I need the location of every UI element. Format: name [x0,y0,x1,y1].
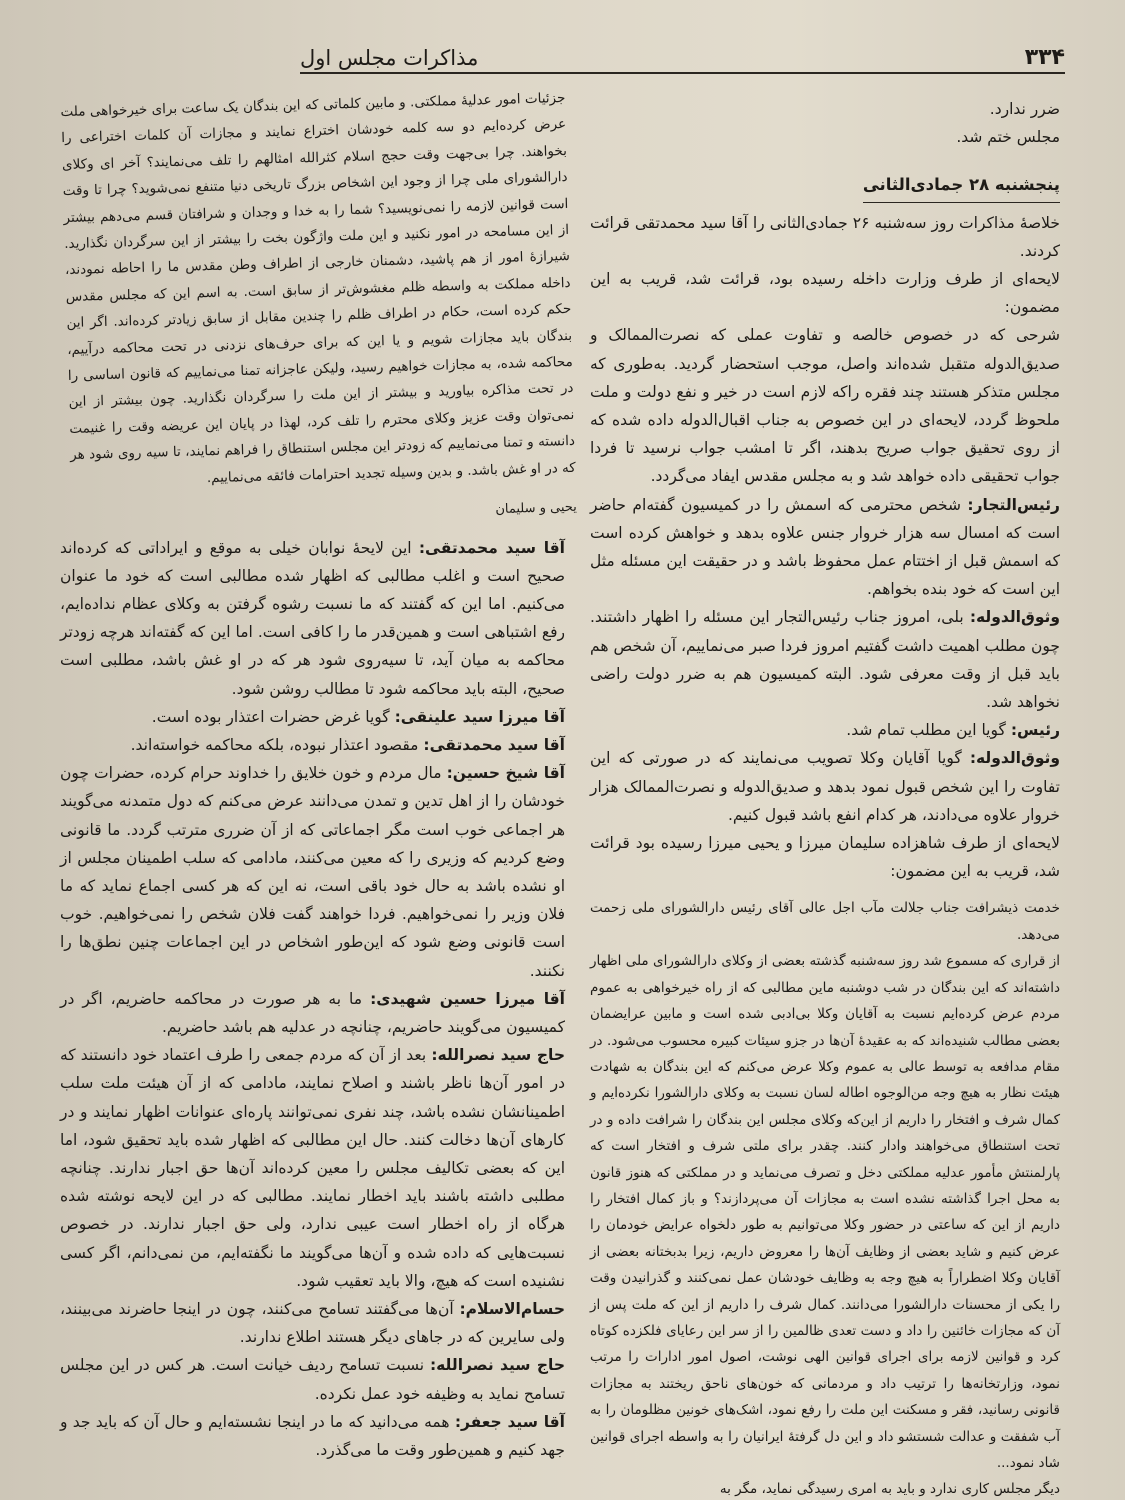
speaker-name: رئیس‌التجار: [967,495,1060,514]
page-header [300,38,1065,74]
speech [60,1041,565,1295]
speech-text: همه می‌دانید که ما در اینجا نشسته‌ایم و حال آن که باید جد و جهد کنیم و همین‌طور وقت ما می‌گذرد. [60,1412,565,1459]
paragraph: لایحه‌ای از طرف وزارت داخله رسیده بود، قرائت شد، قریب به این مضمون: [590,270,1060,317]
speech [60,759,565,985]
right-column [590,95,1060,1500]
speaker-name: حاج سید نصرالله: [431,1046,565,1065]
letter-signature: یحیی و سلیمان [495,499,578,518]
speech-text: گویا این مطلب تمام شد. [846,721,1006,740]
speech-text: مال مردم و خون خلایق را خداوند حرام کرده، حضرات چون خودشان را از اهل تدین و تمدن می‌دانند عرض می‌کنم که دول متمدنه می‌گویند هر اجماعی خوب است مگر اجماعاتی که از آن ضرری مترتب گردد. ما قانونی وضع کردیم که وزیری را که معین می‌کنند، مادامی که سلب اطمینان مجلس از او نشده باشد به حال خود باقی است، نه این که هر کسی اجماع نماید که ما فلان وزیر را نمی‌خواهیم. فردا خواهند گفت فلان شخص را نمی‌خواهیم. خوب است قانونی وضع شود که این‌طور اشخاص در این اجماعات چنین نطق‌ها را نکنند. [60,764,565,980]
petition-intro: لایحه‌ای از طرف شاهزاده سلیمان میرزا و یحیی میرزا رسیده بود قرائت شد، قریب به این مضمون: [590,834,1060,881]
speaker-name: آقا میرزا سید علینقی: [394,707,565,726]
speech-text: نسبت تسامح ردیف خیانت است. هر کس در این مجلس تسامح نماید به وظیفه خود عمل نکرده. [60,1356,565,1403]
petition-letter [590,895,1060,1500]
speech-text: گویا آقایان وکلا تصویب می‌نمایند که در صورتی که این تفاوت را این شخص قبول نمود بدهد و صدیق‌الدوله و نصرت‌الممالک هزار خروار علاوه می‌دادند، هر کدام انفع باشد قبول کنیم. [590,749,1060,824]
speaker-name: رئیس: [1010,721,1060,740]
speech [60,1351,565,1407]
speaker-name: وثوق‌الدوله: [969,608,1060,627]
speech-text: شخص محترمی که اسمش را در کمیسیون گفته‌ام حاضر است که امسال سه هزار خروار جنس علاوه بدهد و خواهش کرده است که اسمش قبل از اختتام عمل محفوظ باشد و در حقیقت این مسئله مثل این است که خود بنده بخواهم. [590,495,1060,599]
opening-line: مجلس ختم شد. [956,128,1060,147]
letter-paragraph: دیگر مجلس کاری ندارد و باید به امری رسیدگی نماید، مگر به [719,1481,1060,1498]
speaker-name: آقا سید محمدتقی: [423,735,565,754]
speaker-name: آقا سید جعفر: [454,1412,565,1431]
speaker-name: آقا میرزا حسین شهیدی: [370,989,565,1008]
running-title: مذاکرات مجلس اول [300,46,479,70]
speech-text: ما به هر صورت در محاکمه حاضریم، اگر در کمیسیون می‌گویند حاضریم، چنانچه در عدلیه هم باشد حاضریم. [60,989,565,1036]
speaker-name: وثوق‌الدوله: [969,749,1060,768]
speech [60,985,565,1041]
speech [590,744,1060,829]
speech [60,731,565,759]
letter-paragraph: از قراری که مسموع شد روز سه‌شنبه گذشته بعضی از وکلای دارالشورای ملی اظهار داشته‌اند که این بندگان در شب دوشنبه ماین مطالبی که از راه خیرخواهی به عموم مردم عرض کرده‌ایم نسبت به آقایان وکلا بی‌ادبی شده است و مابین عرایضمان بعضی مطالب شنیده‌اند که به عقیدهٔ آن‌ها در جزو سیئات کبیره محسوب می‌شود. در مقام مدافعه به توسط عالی به عموم وکلا عرض می‌کنم که این بندگان به شهادت هیئت نظار به هیچ وجه من‌الوجوه اطاله لسان نسبت به وکلای دارالشورا نکرده‌ایم و کمال شرف و افتخار را داریم از این‌که وکلای مجلس این بندگان را شرافت داده و در تحت استنطاق می‌خواهند وادار کنند. چقدر برای ملتی شرف و افتخار است که پارلمنتش مأمور عدلیه مملکتی دخل و تصرف می‌نماید و در مملکتی که هنوز قانون به محل اجرا گذاشته نشده است به مجازات آن می‌پردازند؟ و باز کمال افتخار را داریم از این که ساعتی در حضور وکلا می‌توانیم به طور دلخواه عرایض خودمان را عرض کنیم و شاید بعضی از وظایف آن‌ها را معروض داریم، زیرا بدبختانه بعضی از آقایان وکلا اضطراراً به هیچ وجه به وظایف خودشان عمل نمی‌کنند و گذرانیدن وقت را یکی از محسنات دارالشورا می‌دانند. کمال شرف را داریم از این که ملت پس از آن که مجازات خائنین را داد و دست تعدی ظالمین را از سر این رعایای فلکزده کوتاه کرد و قوانین لازمه برای اجرای قوانین الهی نوشت، اصول امور ادارات را مرتب نمود، وزارتخانه‌ها را ترتیب داد و مردمانی که خون‌های ناحق ریختند به مجازات قانونی رسانید، فقر و مسکنت این ملت را رفع نمود، اشک‌های خونین مظلومان را به آب شفقت و عدالت شستشو داد و این دل گرفتهٔ ایرانیان را به واسطه اجرای قوانین شاد نمود... [590,953,1060,1472]
left-column [60,85,578,1464]
petition-letter-continuation [60,85,577,535]
speech-text: بلی، امروز جناب رئیس‌التجار این مسئله را اظهار داشتند. چون مطلب اهمیت داشت گفتیم امروز فردا صبر می‌نماییم، آن شخص هم باید قبل از وقت معرفی شود. البته کمیسیون هم به ضرر دولت راضی نخواهد شد. [590,608,1060,712]
letter-paragraph: خدمت ذیشرافت جناب جلالت مآب اجل عالی آقای رئیس دارالشورای ملی زحمت می‌دهد. [590,900,1060,943]
paragraph: شرحی که در خصوص خالصه و تفاوت عملی که نصرت‌الممالک و صدیق‌الدوله متقبل شده‌اند واصل، موجب استحضار گردید. به‌طوری که مجلس متذکر هستند چند فقره راکه لازم است در خیر و نفع دولت و ملت ملحوظ گردد، لایحه‌ای در این خصوص به جناب اقبال‌الدوله داده شده که از روی تحقیق جواب صریح بدهند، اگر تا امشب جواب نرسید تا فردا جواب تحقیقی داده خواهد شد و به مجلس مقدس ایفاد می‌گردد. [590,326,1060,486]
speech [590,603,1060,716]
speaker-name: آقا سید محمدتقی: [418,538,565,557]
speech [60,703,565,731]
letter-paragraph: جزئیات امور عدلیهٔ مملکتی. و مابین کلماتی که این بندگان یک ساعت برای خیرخواهی ملت عرض کرده‌ایم دو سه کلمه خودشان اختراع نمایند و مجازات آن کلمات اختراعی را بخواهند. چرا بی‌جهت وقت حجج اسلام کثرالله امثالهم را تلف می‌نمایند؟ آخر ای وکلای دارالشورای ملی چرا از وجود این اشخاص بزرگ تاریخی دنیا متنفع نمی‌شوید؟ چرا تا وقت است قوانین لازمه را نمی‌نویسید؟ شما را به خدا و وجدان و شرافتان قسم می‌دهم بیشتر از این مسامحه در امور نکنید و این ملت واژگون بخت را بیشتر از این سرگردان نگذارید. شیرازهٔ امور از هم پاشید، دشمنان خارجی از اطراف وطن مقدس ما را احاطه نمودند، داخله مملکت به واسطه ظلم مغشوش‌تر از سابق است. به اسم این که مجلس مقدس حکم کرده است، حکام در اطراف ظلم را چندین مقابل از سابق زیادتر کرده‌اند. اگر این بندگان باید مجازات شویم و یا این که برای حرف‌های نزدنی در تحت محاکمه درآییم، محاکمه شده، به مجازات خواهیم رسید، ولیکن عاجزانه تمنا می‌نماییم که قانون اساسی را در تحت مذاکره بیاورید و بیشتر از این ملت را سرگردان نگذارید. چون بیشتر از این نمی‌توان وقت عزیز وکلای محترم را تلف کرد، لهذا در پایان این عریضه وقت را غنیمت دانسته و تمنا می‌نماییم که زودتر این مجلس استنطاق را فراهم نمایند، تا سیه روی شود هر که در او غش باشد. و بدین وسیله تجدید احترامات فائقه می‌نماییم. [60,89,576,486]
speech [60,1295,565,1351]
speech-text: این لایحهٔ نوابان خیلی به موقع و ایراداتی که کرده‌اند صحیح است و اغلب مطالبی که اظهار شده مطالبی است که خود ما عنوان می‌کنیم. اما این که گفتند که ما نسبت رشوه گرفتن به وکلای عظام نداده‌ایم، رفع اشتباهی است و همین‌قدر ما را کافی است. اما این که گفته‌اند هرچه زودتر محاکمه به میان آید، تا سیه‌روی شود هر که در او غش باشد، مطلبی است صحیح، البته باید محاکمه شود تا مطالب روشن شود. [60,538,565,698]
speaker-name: حاج سید نصرالله: [429,1356,565,1375]
speech-text: آن‌ها می‌گفتند تسامح می‌کنند، چون در اینجا حاضرند می‌بینند، ولی سایرین که در جاهای دیگر هستند اطلاع ندارند. [60,1299,565,1347]
opening-line: ضرر ندارد. [989,100,1060,118]
speaker-name: آقا شیخ حسین: [446,764,565,783]
speech [590,716,1060,744]
session-date-heading: پنجشنبه ۲۸ جمادی‌الثانی [863,171,1060,202]
speech-text: گویا غرض حضرات اعتذار بوده است. [151,707,390,726]
speech [590,491,1060,604]
speech-text: مقصود اعتذار نبوده، بلکه محاکمه خواسته‌اند. [130,735,419,754]
speaker-name: حسام‌الاسلام: [459,1299,565,1318]
speech-text: بعد از آن که مردم جمعی را طرف اعتماد خود دانستند که در امور آن‌ها ناظر باشند و اصلاح نمایند، مادامی که از آن هیئت ملت سلب اطمینانشان نشده باشد، چند نفری نمی‌توانند پاره‌ای عنوانات اظهار نمایند و در کارهای آن‌ها دخالت کنند. حال این مطالبی که اظهار شده باید تحقیق شود، اما این که بعضی تکالیف مجلس را معین کرده‌اند آن‌ها حق اجبار ندارند. چنانچه مطلبی داشته باشند باید اخطار نمایند. مطالبی که در این لایحه نوشته شده هرگاه از راه اخطار است عیبی ندارد، ولی حق اجبار ندارند. در خصوص نسبت‌هایی که داده شده و آن‌ها می‌گویند ما نگفته‌ایم، من نمی‌دانم، اگر کسی نشنیده است که هیچ، والا باید تعقیب شود. [60,1046,565,1290]
paragraph: خلاصهٔ مذاکرات روز سه‌شنبه ۲۶ جمادی‌الثانی را آقا سید محمدتقی قرائت کردند. [590,213,1060,260]
speech [60,534,565,703]
speech [60,1408,565,1464]
page-number: ۳۳۴ [1024,45,1065,70]
